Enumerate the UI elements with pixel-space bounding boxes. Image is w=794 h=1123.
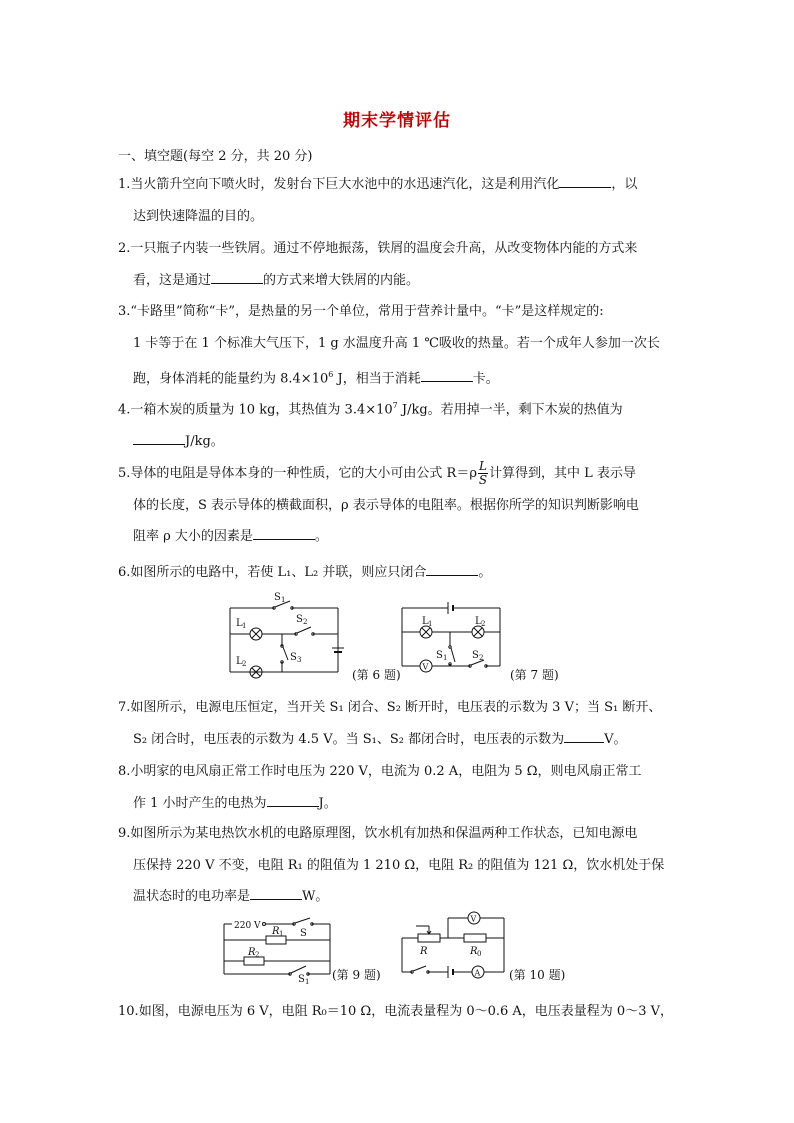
question-text: J，相当于消耗 [333,371,421,387]
label-subscript: 3 [297,656,302,664]
answer-blank[interactable] [267,794,319,807]
label-r2: R [248,947,256,958]
label-s3: S [290,652,297,663]
question-text: 看，这是通过 [133,272,212,288]
question-text: 。 [314,529,328,544]
label-l1: L [236,618,243,629]
question-10 [118,996,682,1028]
question-text: 小明家的电风扇正常工作时电压为 220 V，电流为 0.2 A，电阻为 5 Ω，则电风扇正常工 [130,764,642,779]
circuit-figure-10 [398,908,510,980]
question-number: 8. [118,764,131,779]
label-s1: S [436,650,443,661]
label-s1: S [274,592,281,603]
question-text: 跑，身体消耗的能量约为 8.4×10 [133,371,329,387]
label-r0: R [470,946,478,957]
label-r1: R [272,926,280,937]
label-subscript: 1 [242,622,247,630]
question-number: 3. [118,304,131,319]
question-text: 压保持 220 V 不变，电阻 R₁ 的阻值为 1 210 Ω，电阻 R₂ 的阻值为 121 Ω，饮水机处于保 [133,857,665,873]
label-subscript: 1 [428,620,433,628]
label-r: R [420,946,428,957]
label-s: S [300,928,307,939]
circuit-figure-6 [226,592,356,684]
label-220v: 220 V [234,921,261,931]
answer-blank[interactable] [250,887,302,900]
question-text: “卡路里”简称“卡”，是热量的另一个单位，常用于营养计量中。“卡”是这样规定的: [130,304,604,319]
ammeter-label: A [474,968,481,978]
label-subscript: 2 [481,620,486,628]
question-text: V。 [604,731,627,747]
answer-blank[interactable] [133,432,185,445]
label-subscript: 0 [477,950,482,958]
answer-blank[interactable] [421,369,473,382]
question-number: 4. [118,402,131,418]
question-text: 体的长度，S 表示导体的横截面积，ρ 表示导体的电阻率。根据你所学的知识判断影响电 [133,497,639,513]
question-text: 。 [478,565,492,580]
label-s2: S [472,650,479,661]
question-text: S₂ 闭合时，电压表的示数为 4.5 V。当 S₁、S₂ 都闭合时，电压表的示数为 [133,731,565,747]
superscript: 7 [392,401,398,410]
answer-blank[interactable] [253,527,315,540]
label-subscript: 1 [443,654,448,662]
question-text: 一箱木炭的质量为 10 kg，其热值为 3.4×10 [130,402,393,418]
fraction-denominator: S [478,473,488,487]
label-subscript: 1 [281,596,286,604]
label-subscript: 1 [279,930,284,938]
question-text: 温状态时的电功率是 [133,889,251,904]
label-subscript: 1 [305,978,310,986]
fraction-numerator: L [478,459,487,473]
question-text: J。 [318,795,337,811]
question-text: 1 卡等于在 1 个标准大气压下，1 g 水温度升高 1 ℃吸收的热量。若一个成年人参加一次长 [133,335,660,351]
answer-blank[interactable] [211,271,263,284]
circuit-figure-7 [400,600,510,682]
question-text: 如图，电源电压为 6 V，电阻 R₀＝10 Ω，电流表量程为 0～0.6 A，电压表量程为 0～3 V， [138,1004,673,1019]
question-1 [118,169,682,232]
superscript: 6 [328,370,334,379]
question-text: 如图所示的电路中，若使 L₁、L₂ 并联，则应只闭合 [130,565,427,580]
voltmeter-label: V [422,662,429,672]
question-number: 6. [118,565,131,580]
question-text: J/kg。若用掉一半，剩下木炭的热值为 [397,402,623,418]
question-7 [118,692,682,755]
question-text: 达到快速降温的目的。 [133,208,264,224]
question-number: 10. [118,1004,139,1019]
question-text: 的方式来增大铁屑的内能。 [263,272,420,288]
question-text: 当火箭升空向下喷火时，发射台下巨大水池中的水迅速汽化，这是利用汽化 [130,177,560,192]
section-heading: 一、填空题(每空 2 分，共 20 分) [118,149,313,164]
question-5 [118,458,682,553]
label-l2: L [236,656,243,667]
label-subscript: 2 [303,618,308,626]
label-l2: L [475,616,482,627]
question-3 [118,296,682,395]
question-text: W。 [302,889,329,904]
figure-7-caption: (第 7 题) [510,668,559,682]
question-text: 阻率 ρ 大小的因素是 [133,529,253,544]
question-text: 一只瓶子内装一些铁屑。通过不停地振荡，铁屑的温度会升高，从改变物体内能的方式来 [130,241,638,256]
question-text: 卡。 [472,371,499,387]
question-text: J/kg。 [185,433,224,449]
question-number: 2. [118,241,131,256]
formula-fraction [478,460,488,487]
label-l1: L [422,616,429,627]
figure-10-caption: (第 10 题) [509,968,566,982]
answer-blank[interactable] [559,175,611,188]
label-subscript: 2 [479,654,484,662]
label-subscript: 2 [255,951,260,959]
question-text: ，以 [611,177,638,192]
question-8 [118,756,682,819]
figure-6-caption: (第 6 题) [352,668,401,682]
question-6 [118,557,682,589]
question-4 [118,390,682,457]
question-number: 1. [118,177,131,192]
question-number: 5. [118,466,131,481]
figure-9-caption: (第 9 题) [332,968,381,982]
label-s2: S [296,614,303,625]
question-text: 如图所示为某电热饮水机的电路原理图，饮水机有加热和保温两种工作状态，已知电源电 [130,826,638,841]
question-number: 9. [118,826,131,841]
page-title: 期末学情评估 [343,111,451,131]
question-text: 计算得到，其中 L 表示导 [488,466,636,481]
label-subscript: 2 [242,660,247,668]
question-text: 作 1 小时产生的电热为 [133,795,267,811]
question-2 [118,233,682,296]
voltmeter-label: V [470,914,477,924]
answer-blank[interactable] [564,730,604,743]
circuit-figure-9 [222,914,334,986]
question-text: 导体的电阻是导体本身的一种性质，它的大小可由公式 R＝ρ [130,466,477,481]
answer-blank[interactable] [426,563,478,576]
label-s1: S [298,974,305,985]
question-text: 如图所示，电源电压恒定，当开关 S₁ 闭合、S₂ 断开时，电压表的示数为 3 V；当 S₁ 断开、 [130,700,662,715]
question-9 [118,818,682,913]
question-number: 7. [118,700,131,715]
